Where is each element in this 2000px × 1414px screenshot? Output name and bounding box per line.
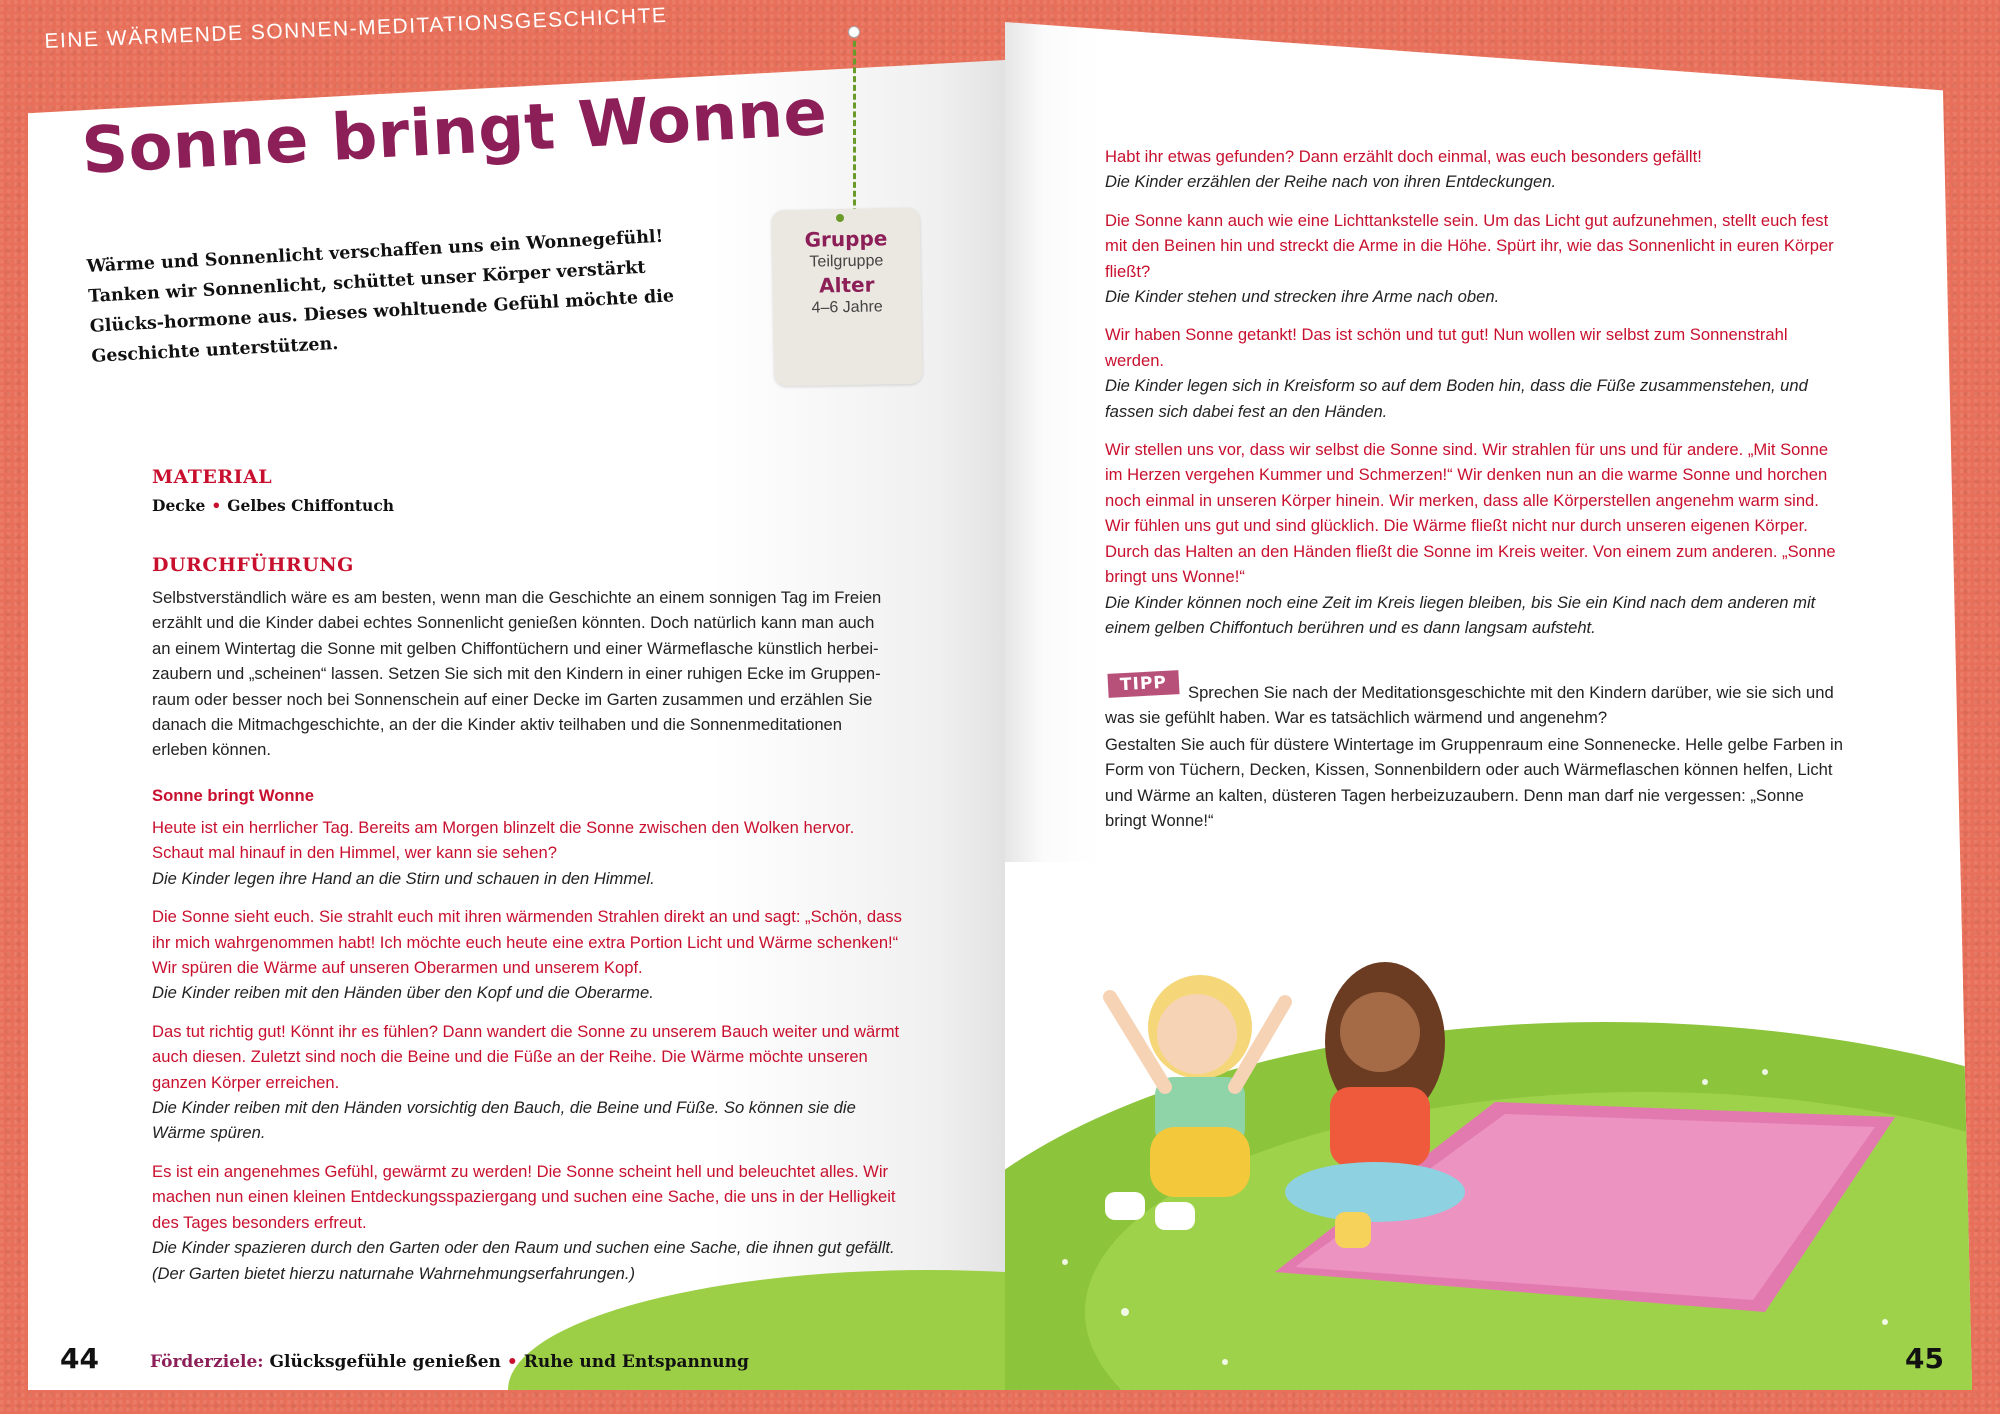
story-right [1105,144,1845,653]
goals-label: Förderziele: [150,1352,264,1372]
procedure-text: Selbstverständlich wäre es am besten, wenn man die Geschichte an einem sonnigen Tag im Freien erzählt und die Kinder dabei echtes Sonnenlicht genießen könnten. Doch natürlich kann man auch an einem Wintertag die Sonne mit gelben Chiffontüchern und einer Wärmeflasche künstlich herbei-zaubern und „scheinen“ lassen. Setzen Sie sich mit den Kindern in einer ruhigen Ecke im Gruppen-raum oder besser noch bei Sonnenschein auf einer Decke im Garten zusammen und erzählen Sie danach die Mitmachgeschichte, an der die Kinder aktiv teilhaben und die Sonnenmeditationen erleben können. [152,588,882,760]
group-age-tag [771,208,922,387]
story-left [152,815,907,1299]
tag-pin [848,26,860,38]
bullet-icon: • [211,496,222,515]
procedure-heading: DURCHFÜHRUNG [152,554,354,576]
group-label: Gruppe [804,226,888,252]
material-heading: MATERIAL [152,466,273,488]
page-number-left: 44 [60,1342,99,1375]
story-instruction: Die Kinder stehen und strecken ihre Arme nach oben. [1105,287,1500,307]
story-instruction: Die Kinder spazieren durch den Garten oder den Raum und suchen eine Sache, die ihnen gut gefällt. (Der Garten bietet hierzu naturnahe Wahrnehmungserfahrungen.) [152,1238,895,1283]
tipp-badge: TIPP [1107,670,1179,698]
story-paragraph [152,1159,907,1286]
story-paragraph [1105,144,1845,195]
tipp-text-2: Gestalten Sie auch für düstere Wintertage im Gruppenraum eine Sonnenecke. Helle gelbe Farben in Form von Tüchern, Decken, Kissen, Sonnenbildern oder auch Wärmeflaschen können helfen, Licht und Wärme an kalten, düsteren Tagen herbeizuzaubern. Denn man darf nie vergessen: „Sonne bringt Wonne!“ [1105,735,1843,831]
material-item: Decke [152,496,206,515]
story-spoken: Heute ist ein herrlicher Tag. Bereits am Morgen blinzelt die Sonne zwischen den Wolken hervor. Schaut mal hinauf in den Himmel, wer kann sie sehen? [152,818,855,863]
story-spoken: Wir stellen uns vor, dass wir selbst die Sonne sind. Wir strahlen für uns und für andere. „Mit Sonne im Herzen vergehen Kummer und Schmerzen!“ Wir denken nun an die warme Sonne und horchen noch einmal in unseren Körper hinein. Wir merken, dass alle Körperstellen angenehm warm sind. Wir fühlen uns gut und sind glücklich. Die Wärme fließt nicht nur durch unseren eigenen Körper. Durch das Halten an den Händen fließt die Sonne im Kreis weiter. Von einem zum anderen. „Sonne bringt uns Wonne!“ [1105,440,1836,587]
story-instruction: Die Kinder erzählen der Reihe nach von ihren Entdeckungen. [1105,172,1557,192]
story-paragraph [152,815,907,891]
story-paragraph [1105,437,1845,640]
story-instruction: Die Kinder reiben mit den Händen über den Kopf und die Oberarme. [152,983,654,1003]
material-item: Gelbes Chiffontuch [227,496,395,515]
story-instruction: Die Kinder reiben mit den Händen vorsichtig den Bauch, die Beine und Füße. So können sie die Wärme spüren. [152,1098,856,1143]
page-number-right: 45 [1905,1342,1944,1375]
tipp-text: Sprechen Sie nach der Meditationsgeschichte mit den Kindern darüber, wie sie sich und was sie gefühlt haben. War es tatsächlich wärmend und angenehm? [1105,683,1834,728]
story-spoken: Es ist ein angenehmes Gefühl, gewärmt zu werden! Die Sonne scheint hell und beleuchtet alles. Wir machen nun einen kleinen Entdeckungsspaziergang und suchen eine Sache, die uns in der Helligkeit des Tages besonders erfreut. [152,1161,896,1232]
age-value: 4–6 Jahre [811,298,883,317]
story-instruction: Die Kinder können noch eine Zeit im Kreis liegen bleiben, bis Sie ein Kind nach dem anderen mit einem gelben Chiffontuch berühren und es dann langsam aufsteht. [1105,592,1816,637]
story-instruction: Die Kinder legen ihre Hand an die Stirn und schauen in den Himmel. [152,868,655,888]
goal-item: Glücksgefühle genießen [269,1352,501,1372]
story-spoken: Wir haben Sonne getankt! Das ist schön und tut gut! Nun wollen wir selbst zum Sonnenstrahl werden. [1105,325,1788,370]
story-spoken: Habt ihr etwas gefunden? Dann erzählt doch einmal, was euch besonders gefällt! [1105,147,1702,166]
material-list [152,496,394,515]
tag-string [853,32,856,232]
story-paragraph [1105,208,1845,310]
story-spoken: Die Sonne kann auch wie eine Lichttankstelle sein. Um das Licht gut aufzunehmen, stellt euch fest mit den Beinen hin und streckt die Arme in die Höhe. Spürt ihr, wie das Sonnenlicht in euren Körper fließt? [1105,210,1834,281]
story-paragraph [152,1019,907,1146]
intro-text: Wärme und Sonnenlicht verschaffen uns ein Wonnegefühl! Tanken wir Sonnenlicht, schüttet unser Körper verstärkt Glücks-hormone aus. Dieses wohltuende Gefühl möchte die Geschichte unterstützen. [86,226,675,367]
tag-knot [836,214,844,222]
story-instruction: Die Kinder legen sich in Kreisform so auf dem Boden hin, dass die Füße zusammenstehen, und fassen sich dabei fest an den Händen. [1105,376,1808,421]
page-title: Sonne bringt Wonne [80,75,830,189]
story-paragraph [1105,322,1845,424]
learning-goals [150,1352,749,1372]
goal-item: Ruhe und Entspannung [523,1352,749,1372]
story-spoken: Die Sonne sieht euch. Sie strahlt euch mit ihren wärmenden Strahlen direkt an und sagt: „Schön, dass ihr mich wahrgenommen habt! Ich möchte euch heute eine extra Portion Licht und Wärme schenken!“ Wir spüren die Wärme auf unseren Oberarmen und unserem Kopf. [152,907,902,978]
story-paragraph [152,904,907,1006]
bullet-icon: • [506,1352,518,1372]
section-label: EINE WÄRMENDE SONNEN-MEDITATIONSGESCHICHTE [44,3,668,53]
age-label: Alter [818,272,875,298]
group-value: Teilgruppe [809,252,884,271]
story-title: Sonne bringt Wonne [152,786,314,805]
story-spoken: Das tut richtig gut! Könnt ihr es fühlen? Dann wandert die Sonne zu unserem Bauch weiter und wärmt auch diesen. Zuletzt sind noch die Beine und die Füße an der Reihe. Die Wärme möchte unseren ganzen Körper erreichen. [152,1021,900,1092]
